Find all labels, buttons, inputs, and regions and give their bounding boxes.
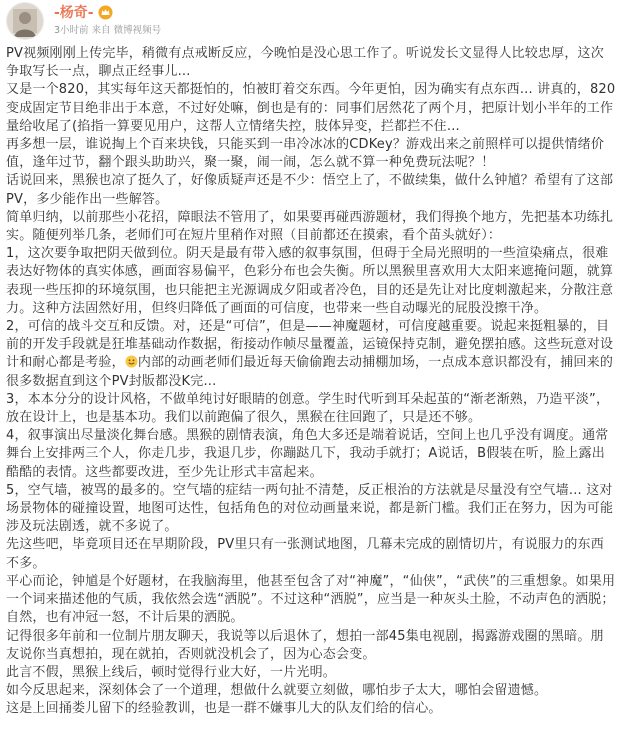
post-paragraph: 再多想一层，谁说掏上个百来块钱，只能买到一串冷冰冰的CDKey？游戏出来之前照样可以提供情绪价值，逢年过节，翻个跟头助助兴，聚一聚，闹一闹，怎么就不算一种免费玩法呢？！ [6,137,605,171]
paragraph-text: 内部的动画老师们最近每天偷偷跑去动捕棚加场，一点成本意识都没有，捕回来的很多数据直到这个PV封版都没K完... [6,355,614,389]
meta-separator: 来自 [91,25,111,36]
post-paragraph: 记得很多年前和一位制片朋友聊天，我说等以后退休了，想拍一部45集电视剧，揭露游戏圈的黑暗。朋友说你当真想拍，现在就拍，否则就没机会了，因为心态会变。 [6,628,604,662]
post-body [6,45,616,719]
author-row [54,2,113,22]
post-paragraph: 简单归纳，以前那些小花招，障眼法不管用了，如果要再碰西游题材，我们得换个地方，先把基本功练扎实。随便列举几条，老师们可在短片里稍作对照（目前都还在摸索，看个苗头就好）： [6,209,614,244]
avatar[interactable] [6,2,44,40]
post-paragraph: 5，空气墙，被骂的最多的。空气墙的症结一两句扯不清楚，反正根治的方法就是尽量没有空气墙... 这对场景物体的碰撞设置，地图可达性，包括角色的对位动画量来说，都是新门槛。我们正在努力，因为可能涉及玩法剧透，就不多说了。 [6,482,614,535]
author-name[interactable]: -杨奇- [54,5,94,21]
post-source[interactable]: 微博视频号 [113,25,162,36]
smile-emoji-icon [125,355,138,368]
post-paragraph: 此言不假，黑猴上线后，顿时觉得行业大好，一片光明。 [6,664,337,680]
post-paragraph: 又是一个820，其实每年这天都挺怕的，怕被盯着交东西。今年更怕，因为确实有点东西... 讲真的，820变成固定节目绝非出于本意，不过好处嘛，倒也是有的：同事们居然花了两个月，把原计划小半年的工作量给收尾了(掐指一算要见用户，这帮人立情绪失控，肢体异变，拦都拦不住... [6,82,616,134]
post-paragraph: 这是上回捅娄儿留下的经验教训，也是一群不嫌事儿大的队友们给的信心。 [6,701,442,717]
post-paragraph: 如今反思起来，深刻体会了一个道理，想做什么就要立刻做，哪怕步子太大，哪怕会留遗憾。 [6,683,548,699]
paragraph-text: 2，可信的战斗交互和反馈。对，还是“可信”，但是——神魔题材，可信度越重要。说起来挺粗暴的，目前的开发手段就是狂堆基础动作数据，衔接动作帧尽量覆盖，运镜保持克制，避免摆拍感。这些玩意对设计和耐心都是考验， [6,319,614,371]
post-paragraph: 先这些吧，毕竟项目还在早期阶段，PV里只有一张测试地图，几幕未完成的剧情切片，有说服力的东西不多。 [6,537,604,571]
post-paragraph [6,318,616,391]
post-paragraph: 话说回来，黑猴也凉了挺久了，好像质疑声还是不少：悟空上了，不做续集，做什么钟馗？希望有了这部PV，多少能作出一些解答。 [6,173,614,207]
post-meta [54,22,161,36]
post-paragraph: PV视频刚刚上传完毕，稍微有点戒断反应，今晚怕是没心思工作了。听说发长文显得人比较忠厚，这次争取写长一点，聊点正经事儿... [6,46,604,80]
post-header [0,0,622,40]
post-paragraph: 4，叙事演出尽量淡化舞台感。黑猴的剧情表演，角色大多还是端着说话，空间上也几乎没有调度。通常舞台上安排两三个人，你走几步，我退几步，你蹦跶几下，我动手就打；A说话，B假装在听，脸上露出酷酷的表情。这些都要改进，至少先让形式丰富起来。 [6,428,609,480]
post-paragraph: 1，这次要争取把阴天做到位。阴天是最有带入感的叙事氛围，但碍于全局光照明的一些渲染痛点，很难表达好物体的真实体感，画面容易偏平，色彩分布也会失衡。所以黑猴里喜欢用大太阳来遮掩问题，就算表现一些压抑的环境氛围，也只能把主光源调成夕阳或者冷色，目的还是先让对比度刺激起来，分散注意力。这种方法固然好用，但终归降低了画面的可信度，也带来一些自动曝光的屁股没擦干净。 [6,246,614,316]
crown-badge-icon[interactable] [98,5,113,20]
post-time[interactable]: 3小时前 [54,25,89,36]
post-paragraph: 3，本本分分的设计风格，不做单纯讨好眼睛的创意。学生时代听到耳朵起茧的“渐老渐熟，乃造平淡”，放在设计上，也是基本功。我们以前跑偏了很久，黑猴在往回跑了，只是还不够。 [6,391,610,426]
post-paragraph: 平心而论，钟馗是个好题材，在我脑海里，他甚至包含了对“神魔”，“仙侠”，“武侠”的三重想象。如果用一个词来描述他的气质，我依然会选“洒脱”。不过这种“洒脱”，应当是一种灰头土脸，不动声色的洒脱；自然，也有冲冠一怒，不计后果的洒脱。 [6,573,616,626]
